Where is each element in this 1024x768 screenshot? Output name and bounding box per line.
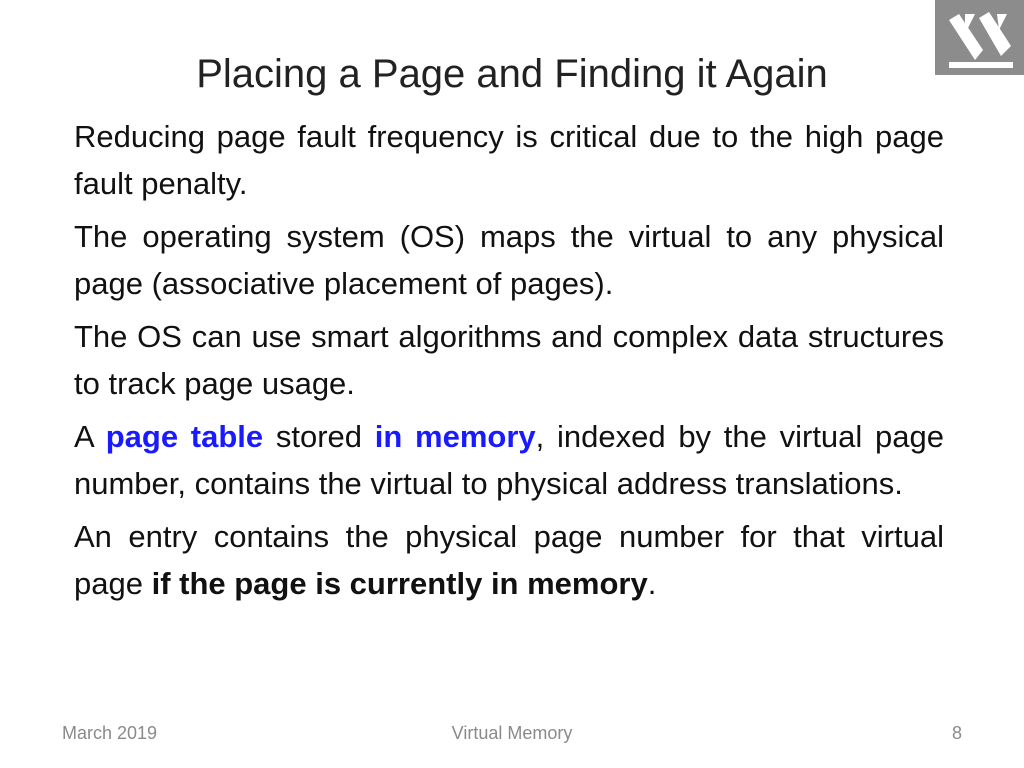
footer-page-number: 8	[951, 723, 962, 743]
paragraph-4-part2: stored	[263, 419, 375, 454]
footer-topic: Virtual Memory	[451, 723, 573, 743]
paragraph-1	[74, 113, 944, 207]
paragraph-3-text: The OS can use smart algorithms and complex data structures to track page usage.	[74, 319, 944, 401]
paragraph-5	[74, 513, 944, 607]
slide-title: Placing a Page and Finding it Again	[196, 52, 828, 96]
paragraph-5-part2: .	[647, 566, 657, 601]
paragraph-2	[74, 213, 944, 307]
highlight-page-table: page table	[105, 419, 264, 454]
paragraph-4-part1: A	[74, 419, 106, 454]
paragraph-4	[74, 413, 944, 507]
paragraph-2-text: The operating system (OS) maps the virtual to any physical page (associative placement of pages).	[74, 219, 944, 301]
highlight-in-memory: in memory	[374, 419, 536, 454]
bold-if-in-memory: if the page is currently in memory	[151, 566, 648, 601]
paragraph-4-part3: , indexed by the virtual page number, contains the virtual to physical address translations.	[74, 419, 944, 501]
paragraph-3	[74, 313, 944, 407]
paragraph-1-text: Reducing page fault frequency is critical due to the high page fault penalty.	[74, 119, 944, 201]
footer-date: March 2019	[62, 723, 158, 743]
slide-body	[74, 113, 944, 613]
paragraph-5-part1: An entry contains the physical page number for that virtual page	[74, 519, 944, 601]
